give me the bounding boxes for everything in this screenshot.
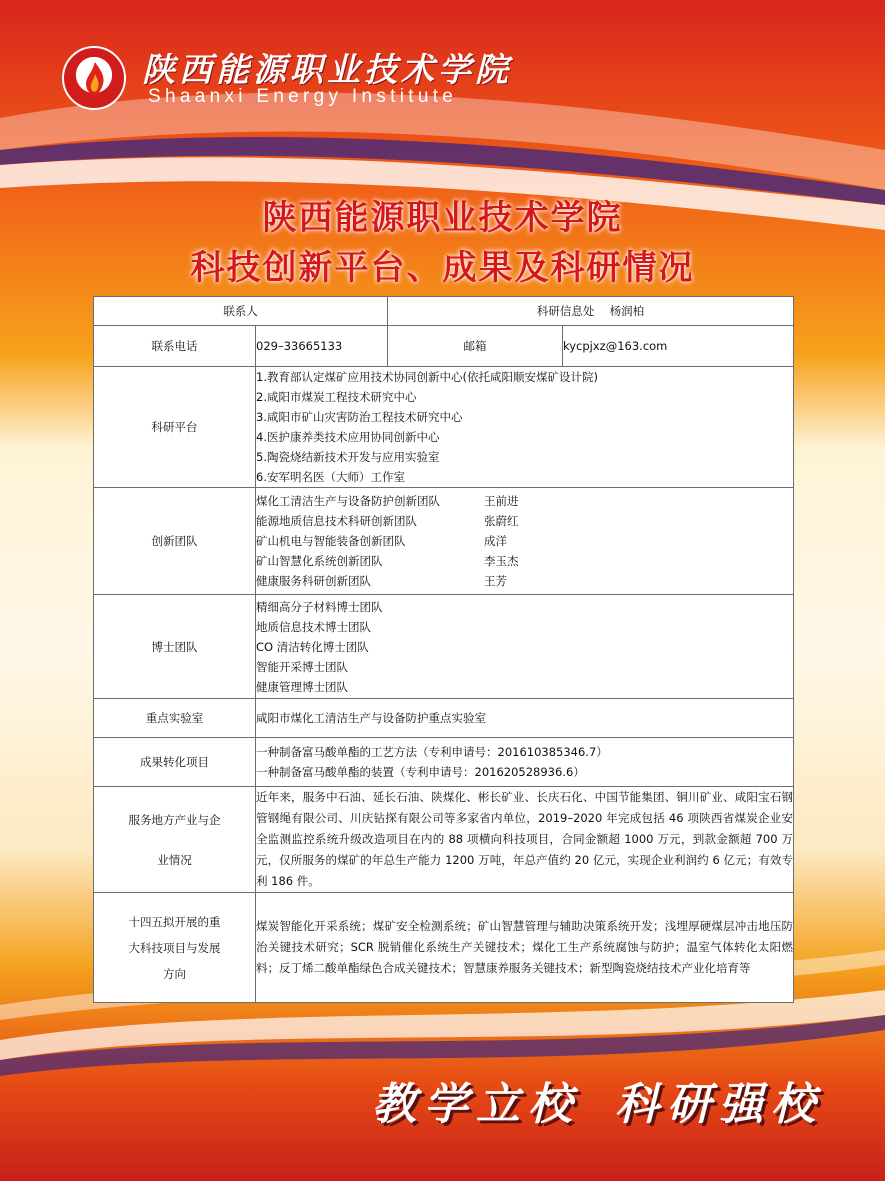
phone-label: 联系电话 — [94, 326, 256, 367]
lab-value: 咸阳市煤化工清洁生产与设备防护重点实验室 — [256, 699, 794, 738]
header — [62, 42, 512, 112]
list-item: 精细高分子材料博士团队 — [256, 599, 383, 614]
list-item: 一种制备富马酸单酯的装置（专利申请号：201620528936.6） — [256, 765, 585, 779]
table-row — [94, 297, 794, 326]
plan-label: 十四五拟开展的重 大科技项目与发展 方向 — [94, 893, 256, 1003]
flame-emblem-icon — [62, 46, 126, 110]
list-item: 2.咸阳市煤炭工程技术研究中心 — [256, 390, 417, 404]
list-item: 一种制备富马酸单酯的工艺方法（专利申请号：201610385346.7） — [256, 745, 608, 759]
platform-label: 科研平台 — [94, 367, 256, 488]
slogan-right: 科研强校 — [615, 1079, 823, 1130]
list-item: 能源地质信息技术科研创新团队 张蔚红 — [256, 514, 519, 528]
plan-text: 煤炭智能化开采系统；煤矿安全检测系统；矿山智慧管理与辅助决策系统开发；浅埋厚硬煤层冲击地压防治关键技术研究；SCR 脱销催化系统生产关键技术；煤化工生产系统腐蚀与防护；温室气体转化太阳燃料；反丁烯二酸单酯绿色合成关键技术；智慧康养服务关键技术；新型陶瓷烧结技术产业化培育等 — [256, 893, 794, 1003]
lab-label: 重点实验室 — [94, 699, 256, 738]
school-name-en: Shaanxi Energy Institute — [148, 86, 458, 107]
list-item: 矿山智慧化系统创新团队 李玉杰 — [256, 554, 519, 568]
school-name-cn: 陕西能源职业技术学院 — [142, 50, 512, 89]
slogan-left: 教学立校 — [372, 1079, 580, 1130]
doctor-label: 博士团队 — [94, 595, 256, 699]
table-row — [94, 595, 794, 699]
list-item: 煤化工清洁生产与设备防护创新团队 王前进 — [256, 494, 519, 508]
list-item: 健康服务科研创新团队 王芳 — [256, 574, 507, 588]
list-item: 矿山机电与智能装备创新团队 成洋 — [256, 534, 507, 548]
list-item: 6.安军明名医（大师）工作室 — [256, 470, 405, 484]
table-row — [94, 488, 794, 595]
table-row — [94, 787, 794, 893]
doctor-list — [256, 595, 794, 699]
table-row — [94, 326, 794, 367]
list-item: 3.咸阳市矿山灾害防治工程技术研究中心 — [256, 410, 463, 424]
email-value: kycpjxz@163.com — [563, 326, 794, 367]
list-item: 4.医护康养类技术应用协同创新中心 — [256, 430, 440, 444]
achievement-list — [256, 738, 794, 787]
list-item: 1.教育部认定煤矿应用技术协同创新中心(依托咸阳顺安煤矿设计院) — [256, 370, 598, 384]
table-row — [94, 699, 794, 738]
info-table — [93, 296, 794, 1003]
platform-list — [256, 367, 794, 488]
service-label: 服务地方产业与企 业情况 — [94, 787, 256, 893]
list-item: 5.陶瓷烧结新技术开发与应用实验室 — [256, 450, 440, 464]
page-title: 陕西能源职业技术学院 — [262, 198, 623, 238]
table-row — [94, 893, 794, 1003]
achievement-label: 成果转化项目 — [94, 738, 256, 787]
service-text: 近年来，服务中石油、延长石油、陕煤化、彬长矿业、长庆石化、中国节能集团、铜川矿业、咸阳宝石钢管钢绳有限公司、川庆钻探有限公司等多家省内单位，2019–2020 年完成包括 46 项陕西省煤炭企业安全监测监控系统升级改造项目在内的 88 项横向科技项目，合同金额超 1000 万元，到款金额超 700 万元，仅所服务的煤矿的年总生产能力 1200 万吨，年总产值约 20 亿元，实现企业利润约 6 亿元；有效专利 186 件。 — [256, 787, 794, 893]
table-row — [94, 367, 794, 488]
list-item: 智能开采博士团队 — [256, 659, 348, 674]
page-subtitle: 科技创新平台、成果及科研情况 — [190, 248, 695, 288]
table-row — [94, 738, 794, 787]
list-item: 健康管理博士团队 — [256, 679, 348, 694]
list-item: CO 清洁转化博士团队 — [256, 639, 369, 654]
contact-value: 科研信息处 杨润柏 — [388, 297, 794, 326]
phone-value: 029–33665133 — [256, 326, 388, 367]
list-item: 地质信息技术博士团队 — [256, 619, 371, 634]
innovation-label: 创新团队 — [94, 488, 256, 595]
innovation-list — [256, 488, 794, 595]
email-label: 邮箱 — [388, 326, 563, 367]
contact-label: 联系人 — [94, 297, 388, 326]
